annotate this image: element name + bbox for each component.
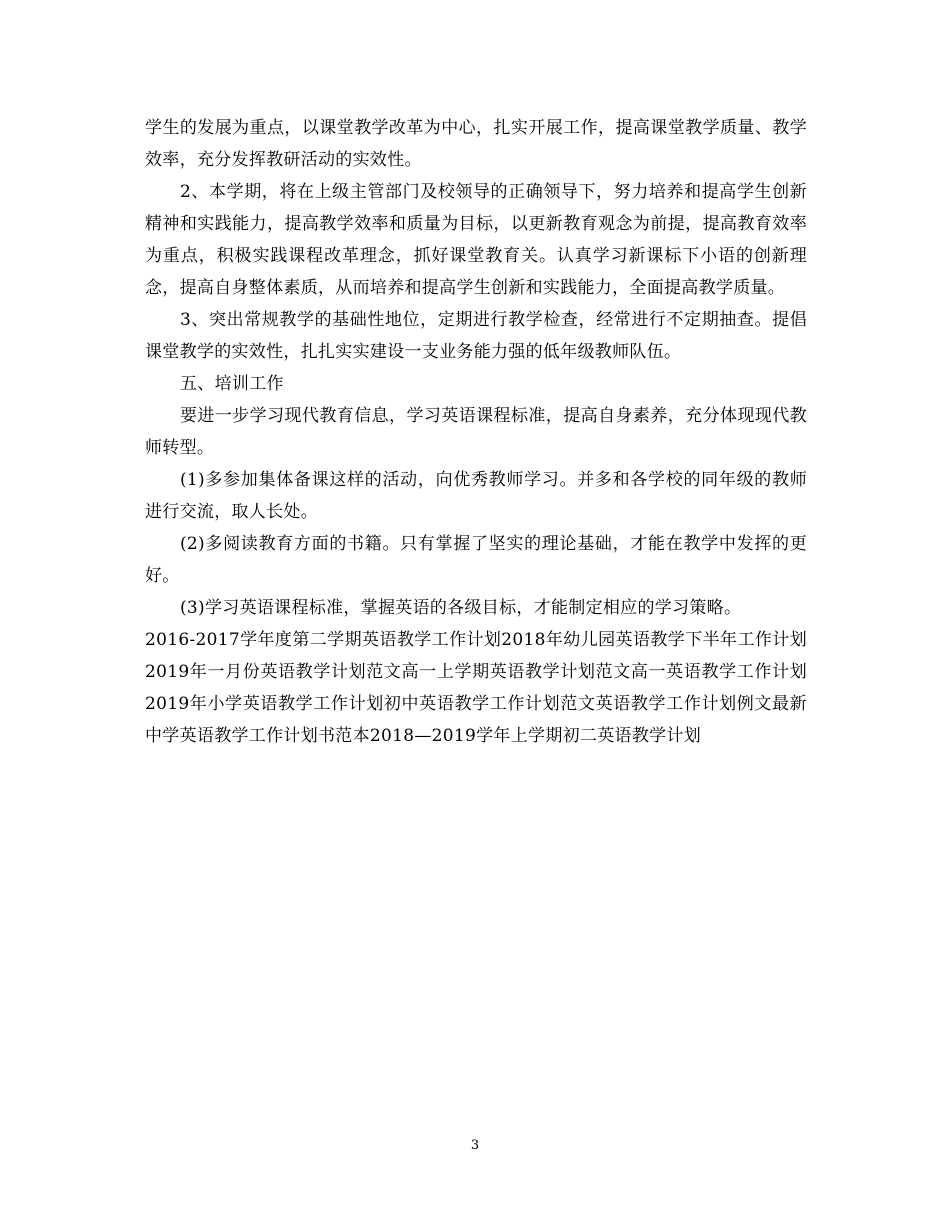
section-heading-training: 五、培训工作 (180, 374, 284, 394)
paragraph-1: 学生的发展为重点，以课堂教学改革为中心，扎实开展工作，提高课堂教学质量、教学效率，充分发挥教研活动的实效性。 (145, 118, 807, 170)
paragraph-3: 3、突出常规教学的基础性地位，定期进行教学检查，经常进行不定期抽查。提倡课堂教学的实效性，扎扎实实建设一支业务能力强的低年级教师队伍。 (145, 310, 807, 362)
paragraph-2: 2、本学期，将在上级主管部门及校领导的正确领导下，努力培养和提高学生创新精神和实践能力，提高教学效率和质量为目标，以更新教育观念为前提，提高教育效率为重点，积极实践课程改革理念，抓好课堂教育关。认真学习新课标下小语的创新理念，提高自身整体素质，从而培养和提高学生创新和实践能力，全面提高教学质量。 (145, 182, 807, 298)
document-body (145, 112, 807, 752)
list-item-3: (3)学习英语课程标准，掌握英语的各级目标，才能制定相应的学习策略。 (180, 598, 742, 618)
related-titles: 2016-2017学年度第二学期英语教学工作计划2018年幼儿园英语教学下半年工作计划2019年一月份英语教学计划范文高一上学期英语教学计划范文高一英语教学工作计划2019年小学英语教学工作计划初中英语教学工作计划范文英语教学工作计划例文最新中学英语教学工作计划书范本2018—2019学年上学期初二英语教学计划 (145, 630, 807, 746)
list-item-2: (2)多阅读教育方面的书籍。只有掌握了坚实的理论基础，才能在教学中发挥的更好。 (145, 534, 807, 586)
paragraph-5: 要进一步学习现代教育信息，学习英语课程标准，提高自身素养，充分体现现代教师转型。 (145, 406, 807, 458)
list-item-1: (1)多参加集体备课这样的活动，向优秀教师学习。并多和各学校的同年级的教师进行交流，取人长处。 (145, 470, 807, 522)
page-number: 3 (470, 1138, 480, 1153)
